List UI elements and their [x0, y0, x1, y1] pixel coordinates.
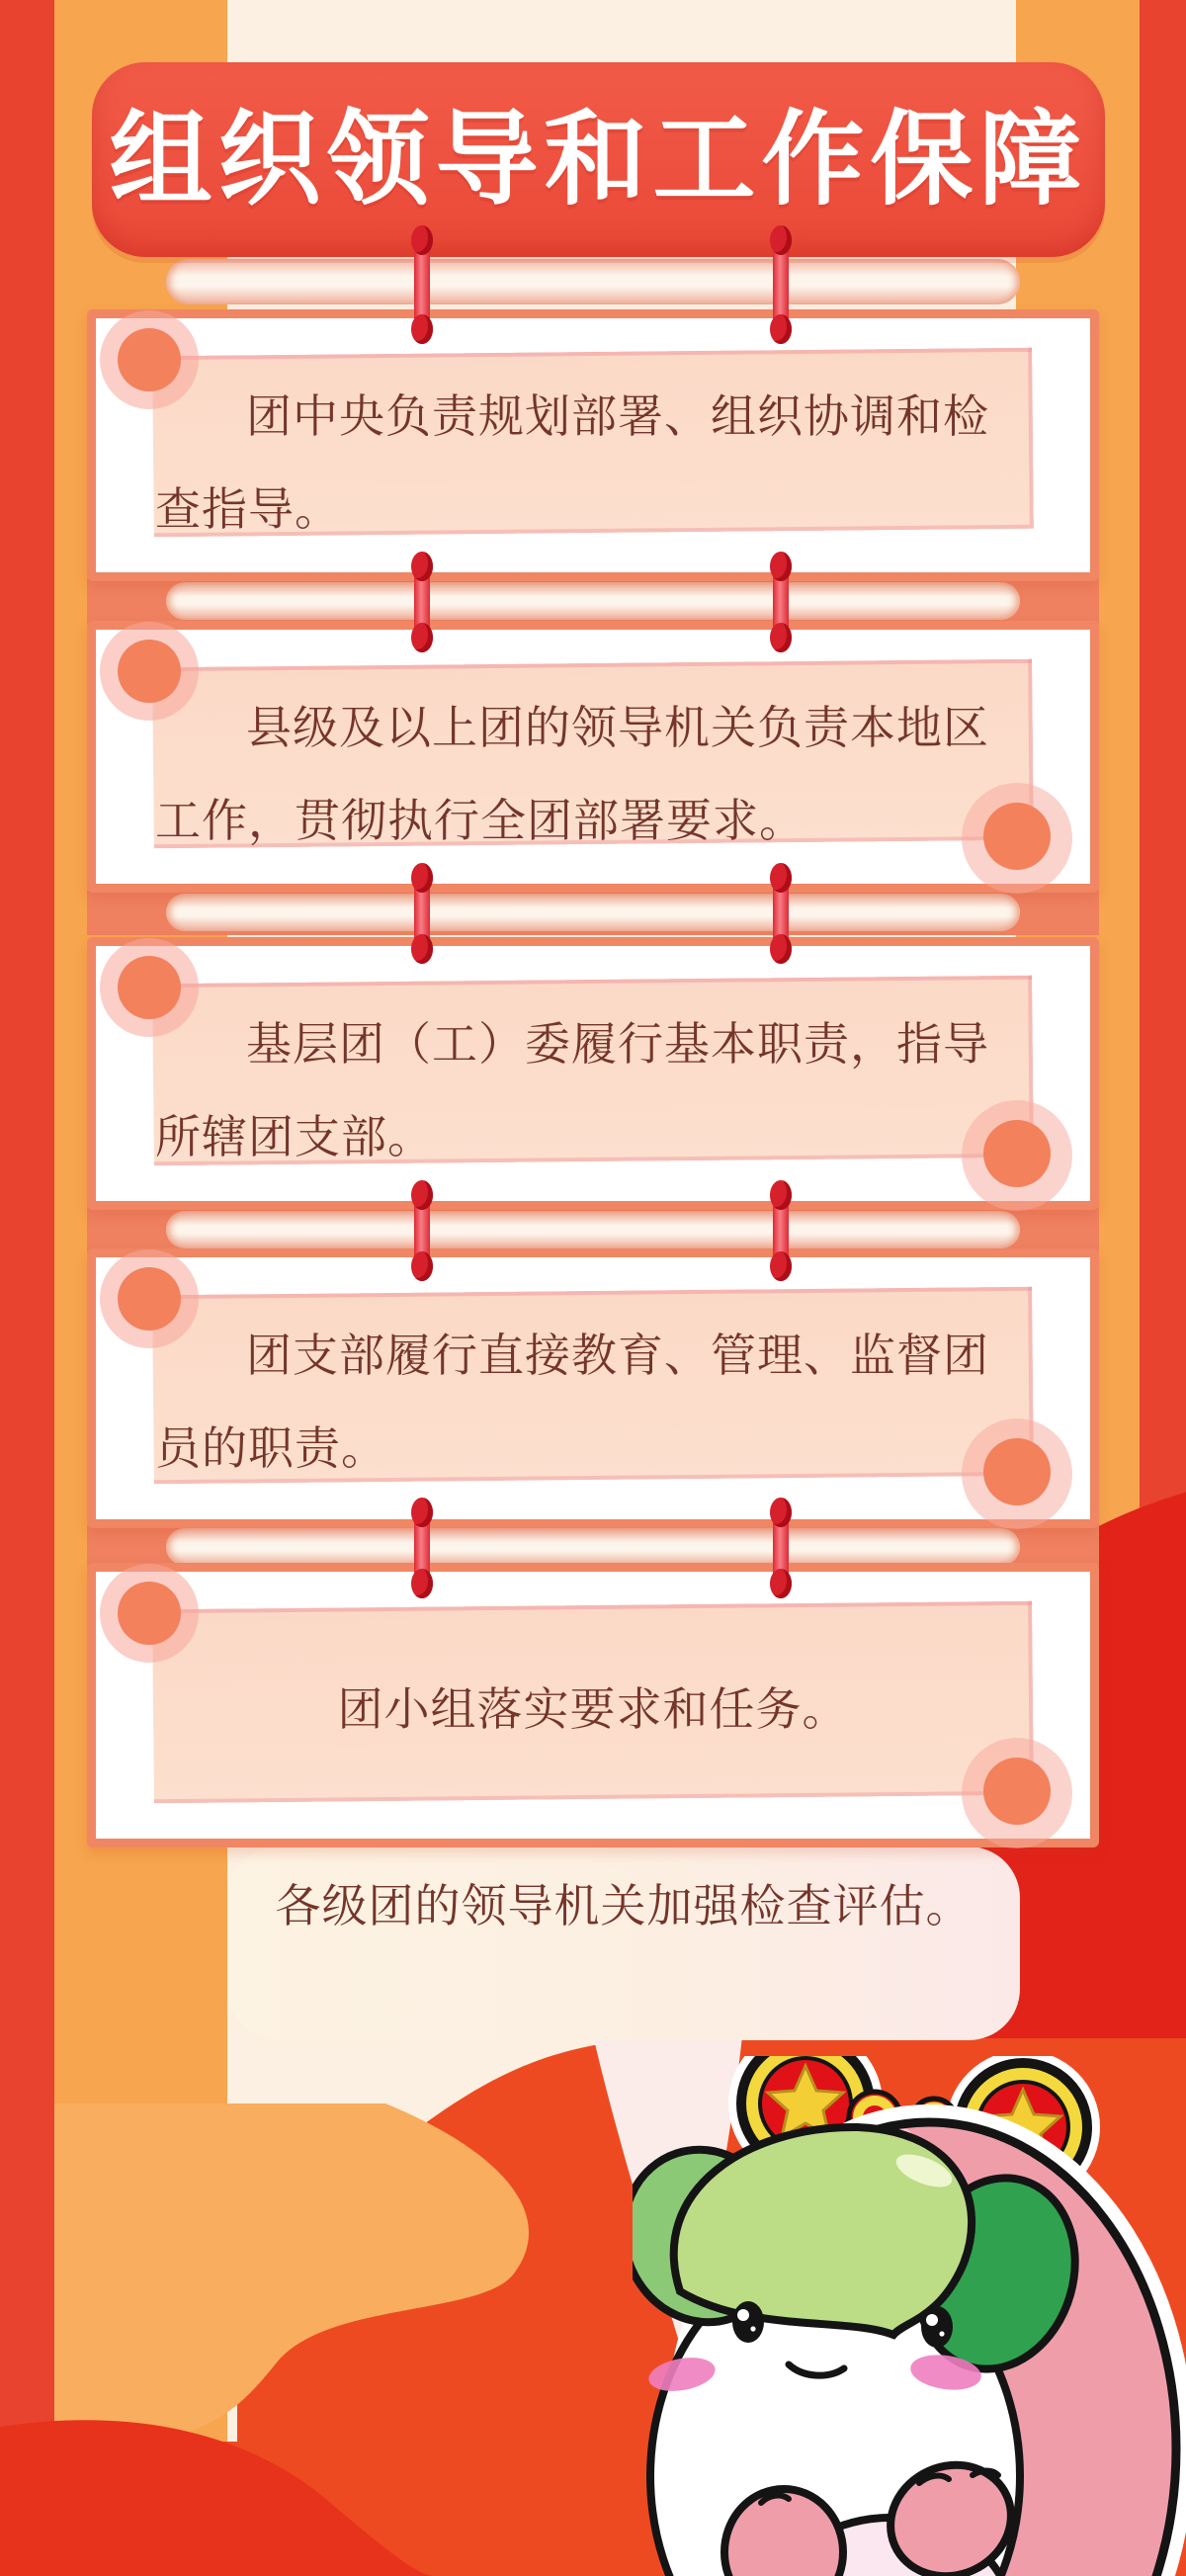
corner-circle: [983, 803, 1051, 870]
footer-caption: 各级团的领导机关加强检查评估。: [275, 1880, 973, 1932]
paper-roll: [166, 582, 1020, 620]
pin-connector-icon: [770, 552, 792, 652]
paper-roll: [166, 259, 1020, 304]
paper-roll: [166, 1528, 1020, 1566]
paper-roll: [166, 894, 1020, 931]
card-5: [87, 1563, 1099, 1847]
eye-icon: [921, 2306, 953, 2348]
pin-connector-icon: [770, 1498, 792, 1598]
page-title: 组织领导和工作保障: [109, 102, 1088, 217]
pin-connector-icon: [411, 1180, 433, 1281]
corner-circle: [118, 328, 181, 391]
title-banner: [92, 62, 1105, 257]
corner-circle: [983, 1758, 1051, 1825]
pin-connector-icon: [770, 863, 792, 964]
card-1-text: 团中央负责规划部署、组织协调和检查指导。: [155, 390, 989, 535]
card-2-text: 县级及以上团的领导机关负责本地区工作，贯彻执行全团部署要求。: [155, 702, 989, 846]
mascot: [633, 2056, 1186, 2576]
card-2: [87, 621, 1099, 893]
card-4-text: 团支部履行直接教育、管理、监督团员的职责。: [155, 1330, 989, 1474]
card-3-text: 基层团（工）委履行基本职责，指导所辖团支部。: [155, 1018, 989, 1162]
card-5-text: 团小组落实要求和任务。: [337, 1683, 849, 1735]
hand: [724, 2489, 843, 2576]
paper-roll: [166, 1211, 1020, 1248]
corner-circle: [118, 640, 181, 703]
eye-icon: [732, 2301, 764, 2343]
pin-connector-icon: [411, 552, 433, 652]
corner-circle: [983, 1120, 1051, 1187]
corner-circle: [118, 1267, 181, 1331]
corner-circle: [983, 1438, 1051, 1505]
pin-connector-icon: [411, 863, 433, 964]
pin-connector-icon: [770, 225, 792, 344]
left-red-strip: [0, 0, 54, 2576]
corner-circle: [118, 956, 181, 1019]
pin-connector-icon: [770, 1180, 792, 1281]
card-3: [87, 937, 1099, 1210]
card-1: [87, 309, 1099, 581]
pin-connector-icon: [411, 225, 433, 344]
card-4: [87, 1248, 1099, 1528]
pin-connector-icon: [411, 1498, 433, 1598]
corner-circle: [118, 1582, 181, 1645]
